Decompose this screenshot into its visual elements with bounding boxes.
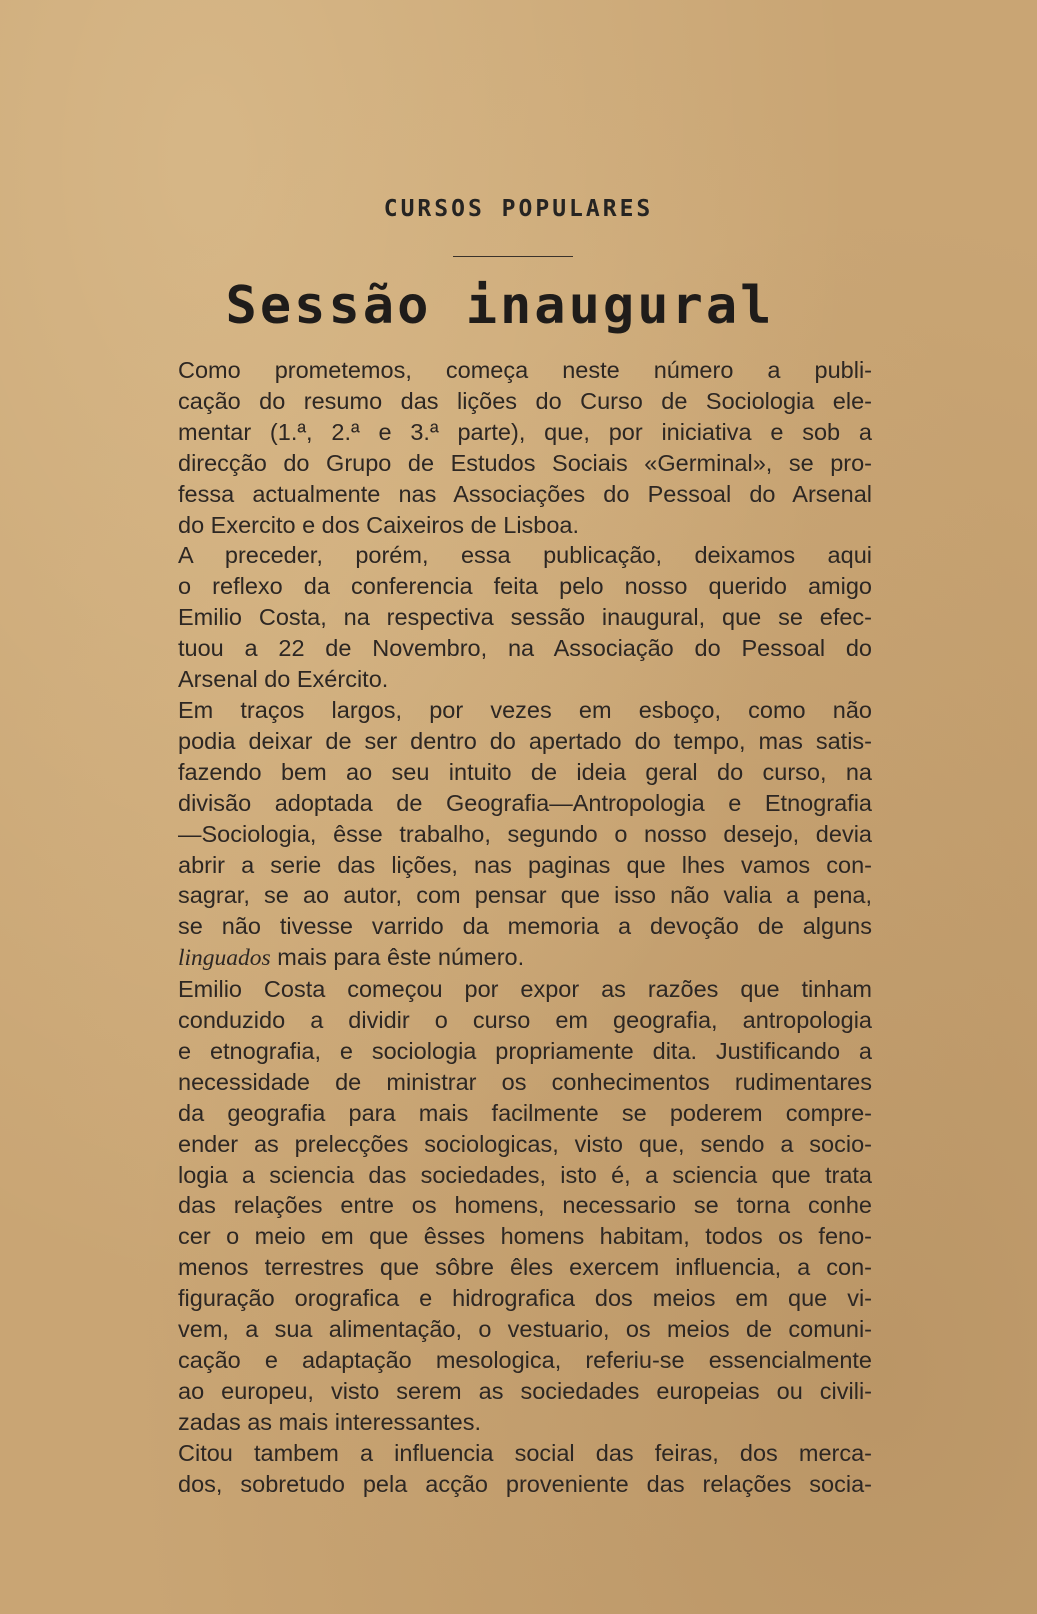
paragraph-3 [118,695,872,974]
text-line: figuração orografica e hidrografica dos meios em que vi- [178,1285,872,1312]
text-line: e etnografia, e sociologia propriamente dita. Justificando a [178,1037,872,1064]
article-body [118,355,872,1500]
text-line: vem, a sua alimentação, o vestuario, os meios de comuni- [178,1316,872,1343]
text-line: conduzido a dividir o curso em geografia, antropologia [178,1007,872,1034]
heading-divider [453,256,573,257]
text-line: Citou tambem a influencia social das feiras, dos merca- [178,1439,872,1466]
text-line: o reflexo da conferencia feita pelo nosso querido amigo [178,573,872,600]
text-line: Como prometemos, começa neste número a publi- [178,357,872,383]
series-heading: CURSOS POPULARES [383,196,654,222]
text-line: tuou a 22 de Novembro, na Associação do Pessoal do [178,635,872,662]
text-line: fazendo bem ao seu intuito de ideia geral do curso, na [178,758,872,785]
text-line: direcção do Grupo de Estudos Sociais «Germinal», se pro- [178,449,872,476]
text-line [118,942,872,974]
text-line: fessa actualmente nas Associações do Pessoal do Arsenal [178,480,872,507]
text-line: se não tivesse varrido da memoria a devoção de alguns [178,913,872,940]
text-line: menos terrestres que sôbre êles exercem influencia, a con- [178,1254,872,1281]
text-line: das relações entre os homens, necessario se torna conhe [178,1192,872,1219]
text-line: Em traços largos, por vezes em esboço, como não [178,696,872,723]
text-line: divisão adoptada de Geografia—Antropologia e Etnografia [178,789,872,816]
italic-word: linguados [178,945,271,972]
text-line: cação e adaptação mesologica, referiu-se essencialmente [178,1347,872,1373]
text-line: —Sociologia, êsse trabalho, segundo o nosso desejo, devia [178,820,872,847]
text-line: abrir a serie das lições, nas paginas que lhes vamos con- [178,851,872,878]
text-line: cer o meio em que êsses homens habitam, todos os feno- [178,1223,872,1250]
text-line: dos, sobretudo pela acção proveniente das relações socia- [178,1470,872,1497]
text-line: do Exercito e dos Caixeiros de Lisboa. [178,511,580,538]
article-title: Sessão inaugural [225,276,775,336]
text-line: logia a sciencia das sociedades, isto é, a sciencia que trata [178,1161,872,1188]
text-line: Emilio Costa, na respectiva sessão inaugural, que se efec- [178,604,872,631]
paragraph-4 [118,974,872,1438]
text-line: cação do resumo das lições do Curso de Sociologia ele- [178,387,872,414]
text-line: da geografia para mais facilmente se poderem compre- [178,1099,872,1126]
text-line: zadas as mais interessantes. [178,1408,482,1435]
text-line: ender as prelecções sociologicas, visto que, sendo a socio- [178,1130,872,1157]
paragraph-5 [118,1438,872,1500]
text-line: Arsenal do Exército. [178,666,389,693]
text-line: podia deixar de ser dentro do apertado do tempo, mas satis- [178,727,872,754]
paragraph-2 [118,540,872,695]
text-fragment: mais para êste número. [270,944,525,971]
text-line: mentar (1.ª, 2.ª e 3.ª parte), que, por iniciativa e sob a [178,418,872,445]
text-line: A preceder, porém, essa publicação, deixamos aqui [178,542,872,569]
text-line: ao europeu, visto serem as sociedades europeias ou civili- [178,1377,872,1404]
text-line: sagrar, se ao autor, com pensar que isso não valia a pena, [178,882,872,909]
text-line: Emilio Costa começou por expor as razões que tinham [178,976,872,1003]
paragraph-1 [118,355,872,540]
text-line: necessidade de ministrar os conhecimentos rudimentares [178,1068,872,1095]
